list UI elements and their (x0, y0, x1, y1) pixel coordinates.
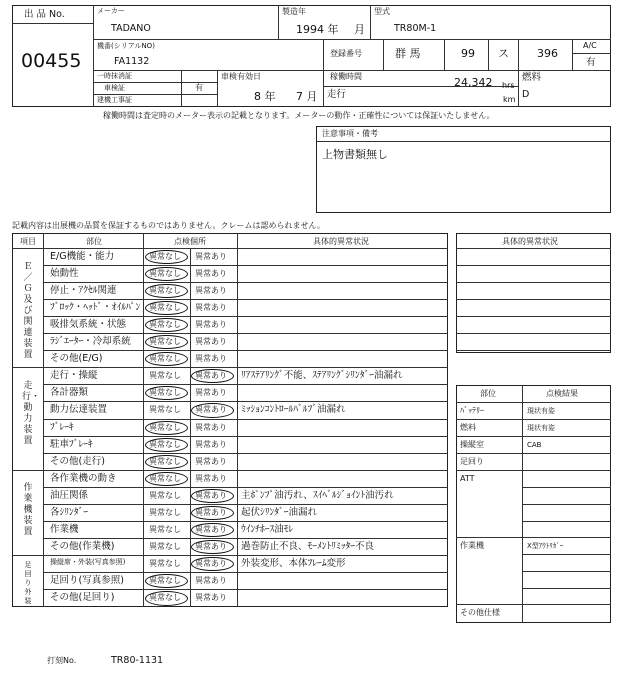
serial-label: 機番(シリアルNO) (97, 42, 155, 50)
selected-status-oval (145, 301, 188, 315)
row-part: ﾌﾞﾛｯｸ・ﾍｯﾄﾞ・ｵｲﾙﾊﾟﾝ (50, 302, 141, 313)
selected-status-oval (191, 540, 234, 554)
status-abnormal: 異常あり (195, 405, 227, 414)
row-part: 各計器類 (50, 387, 89, 398)
result-row-part: ﾊﾞｯﾃﾘｰ (460, 406, 484, 415)
right-detail-table (456, 233, 611, 353)
row-part: 始動性 (50, 268, 79, 279)
disclaimer: 記載内容は出展機の品質を保証するものではありません。クレームは認められません。 (12, 221, 325, 230)
status-abnormal: 異常あり (195, 252, 227, 261)
status-abnormal: 異常あり (195, 440, 227, 449)
status-abnormal: 異常あり (195, 576, 227, 585)
status-normal: 異常なし (149, 440, 181, 449)
row-part: 吸排気系統・状態 (50, 319, 127, 330)
reg-class: 99 (461, 47, 475, 60)
row-detail: 主ﾎﾟﾝﾌﾟ油汚れ、ｽｲﾍﾞﾙｼﾞｮｲﾝﾄ油汚れ (241, 490, 394, 501)
row-detail: ﾘｱｽﾃｱﾘﾝｸﾞ不能、ｽﾃｱﾘﾝｸﾞｼﾘﾝﾀﾞｰ油漏れ (241, 370, 403, 381)
status-normal: 異常なし (149, 320, 181, 329)
inspection-expiry-label: 車検有効日 (221, 72, 261, 81)
row-part: 停止・ｱｸｾﾙ関連 (50, 285, 117, 296)
mileage-unit: km (503, 95, 516, 104)
status-abnormal: 異常あり (195, 269, 227, 278)
selected-status-oval (191, 506, 234, 520)
status-abnormal: 異常あり (195, 371, 227, 380)
inspection-cert-value: 有 (195, 83, 203, 92)
status-normal: 異常なし (149, 457, 181, 466)
ac-value: 有 (586, 57, 596, 68)
row-part: その他(足回り) (50, 592, 115, 603)
status-normal: 異常なし (149, 388, 181, 397)
row-part: 操縦席・外装(写真参照) (50, 558, 126, 566)
reg-label: 登録番号 (330, 49, 362, 58)
inspection-expiry-year: 8 年 (254, 90, 276, 103)
status-abnormal: 異常あり (195, 491, 227, 500)
selected-status-oval (145, 386, 188, 400)
maker-label: メーカー (97, 7, 125, 15)
inspection-expiry-month: 7 月 (296, 90, 318, 103)
selected-status-oval (145, 455, 188, 469)
result-row-part: 足回り (460, 457, 484, 466)
row-part: 走行・操縦 (50, 370, 98, 381)
status-abnormal: 異常あり (195, 559, 227, 568)
notes-label: 注意事項・備考 (322, 129, 378, 138)
row-part: 駐車ﾌﾞﾚｰｷ (50, 439, 93, 450)
selected-status-oval (145, 574, 188, 588)
hours-unit: hrs (502, 81, 515, 90)
result-row-part: その他仕様 (460, 608, 500, 617)
status-normal: 異常なし (149, 525, 181, 534)
reg-number: 396 (537, 47, 558, 60)
result-row-part: 作業機 (460, 541, 484, 550)
result-header-part: 部位 (480, 389, 496, 398)
status-abnormal: 異常あり (195, 457, 227, 466)
stamp-label: 打刻No. (47, 656, 77, 665)
selected-status-oval (191, 557, 234, 571)
result-row-value: 現状有姿 (527, 407, 555, 415)
inspection-cert-label: 車検証 (104, 84, 125, 92)
model-value: TR80M-1 (394, 23, 437, 34)
status-normal: 異常なし (149, 423, 181, 432)
header-item: 項目 (20, 237, 36, 246)
header-check: 点検個所 (174, 237, 206, 246)
status-normal: 異常なし (149, 286, 181, 295)
header-part: 部位 (86, 237, 102, 246)
lot-number: 00455 (21, 50, 82, 72)
row-part: 各ｼﾘﾝﾀﾞｰ (50, 507, 89, 518)
selected-status-oval (145, 421, 188, 435)
row-part: その他(E/G) (50, 353, 103, 364)
row-detail: ﾐｯｼｮﾝｺﾝﾄﾛｰﾙﾊﾞﾙﾌﾞ油漏れ (241, 404, 346, 415)
selected-status-oval (145, 250, 188, 264)
status-normal: 異常なし (149, 559, 181, 568)
result-row-value: 現状有姿 (527, 424, 555, 432)
model-label: 型式 (374, 7, 390, 16)
status-abnormal: 異常あり (195, 423, 227, 432)
status-normal: 異常なし (149, 269, 181, 278)
status-normal: 異常なし (149, 337, 181, 346)
row-part: その他(走行) (50, 456, 105, 467)
status-normal: 異常なし (149, 405, 181, 414)
result-header-result: 点検結果 (546, 389, 578, 398)
group-engine: Ｅ／Ｇ及び関連装置 (23, 262, 33, 360)
result-row-part: 燃料 (460, 423, 476, 432)
status-abnormal: 異常あり (195, 525, 227, 534)
status-normal: 異常なし (149, 252, 181, 261)
selected-status-oval (191, 403, 234, 418)
result-row-value: X型ｱｳﾄﾘｶﾞｰ (527, 542, 564, 550)
row-part: ﾌﾞﾚｰｷ (50, 422, 74, 433)
row-detail: 過巻防止不良、ﾓｰﾒﾝﾄﾘﾐｯﾀｰ不良 (241, 541, 375, 552)
row-part: E/G機能・能力 (50, 251, 115, 262)
row-part: 足回り(写真参照) (50, 575, 124, 586)
year-value: 1994 年 (296, 23, 339, 36)
row-part: 動力伝達装置 (50, 404, 108, 415)
hours-note: 稼働時間は査定時のメーター表示の記載となります。メーターの動作・正確性については保証いたしません。 (103, 111, 495, 120)
serial-value: FA1132 (114, 56, 150, 67)
status-normal: 異常なし (149, 542, 181, 551)
fuel-value: D (522, 89, 530, 100)
row-detail: 外装変形、本体ﾌﾚｰﾑ変形 (241, 558, 346, 569)
row-detail: ｳｲﾝﾁﾎｰｽ油ﾓﾚ (241, 524, 294, 535)
status-abnormal: 異常あり (195, 388, 227, 397)
group-work: 作業機装置 (23, 483, 33, 537)
result-row-part: 操縦室 (460, 440, 484, 449)
selected-status-oval (145, 591, 188, 606)
status-abnormal: 異常あり (195, 320, 227, 329)
selected-status-oval (145, 284, 188, 298)
status-normal: 異常なし (149, 576, 181, 585)
status-normal: 異常なし (149, 474, 181, 483)
stamp-value: TR80-1131 (111, 655, 164, 666)
selected-status-oval (145, 472, 188, 486)
status-abnormal: 異常あり (195, 286, 227, 295)
result-row-value: CAB (527, 441, 542, 449)
notes-box (316, 126, 611, 213)
status-abnormal: 異常あり (195, 593, 227, 602)
row-part: 作業機 (50, 524, 79, 535)
notes-text: 上物書類無し (322, 148, 388, 161)
status-normal: 異常なし (149, 371, 181, 380)
status-normal: 異常なし (149, 508, 181, 517)
maker-value: TADANO (111, 23, 151, 34)
hours-label: 稼働時間 (330, 72, 362, 81)
ac-label: A/C (583, 41, 597, 50)
selected-status-oval (145, 335, 188, 349)
status-abnormal: 異常あり (195, 337, 227, 346)
group-drive: 走行・動力装置 (22, 381, 41, 446)
reg-kana: ス (498, 47, 509, 60)
fuel-label: 燃料 (522, 72, 542, 83)
mileage-label: 走行 (327, 89, 347, 100)
status-normal: 異常なし (149, 593, 181, 602)
right-detail-header: 具体的異常状況 (502, 237, 558, 246)
selected-status-oval (145, 352, 188, 366)
year-label: 製造年 (282, 7, 306, 16)
lot-no-label: 出 品 No. (24, 9, 65, 20)
row-part: その他(作業機) (50, 541, 115, 552)
selected-status-oval (191, 489, 234, 503)
temp-cert-label: 一時抹消証 (97, 72, 132, 80)
status-abnormal: 異常あり (195, 542, 227, 551)
status-normal: 異常なし (149, 303, 181, 312)
status-abnormal: 異常あり (195, 508, 227, 517)
row-part: 各作業機の動き (50, 473, 117, 484)
hours-value: 24,342 (454, 76, 493, 89)
status-abnormal: 異常あり (195, 303, 227, 312)
row-part: ﾗｼﾞｴｰﾀｰ・冷却系統 (50, 336, 131, 347)
selected-status-oval (145, 267, 188, 281)
status-abnormal: 異常あり (195, 474, 227, 483)
row-part: 油圧関係 (50, 490, 89, 501)
selected-status-oval (191, 523, 234, 537)
status-abnormal: 異常あり (195, 354, 227, 363)
selected-status-oval (145, 438, 188, 452)
construction-cert-label: 建機工事証 (97, 96, 132, 104)
result-row-part: ATT (460, 474, 475, 483)
group-undercarriage: 足回り外装 (24, 561, 32, 605)
header-detail: 具体的異常状況 (313, 237, 369, 246)
status-normal: 異常なし (149, 491, 181, 500)
selected-status-oval (145, 318, 188, 332)
reg-prefecture: 群 馬 (395, 47, 421, 60)
selected-status-oval (191, 369, 234, 383)
status-normal: 異常なし (149, 354, 181, 363)
month-label: 月 (354, 23, 365, 36)
row-detail: 起伏ｼﾘﾝﾀﾞｰ油漏れ (241, 507, 318, 518)
